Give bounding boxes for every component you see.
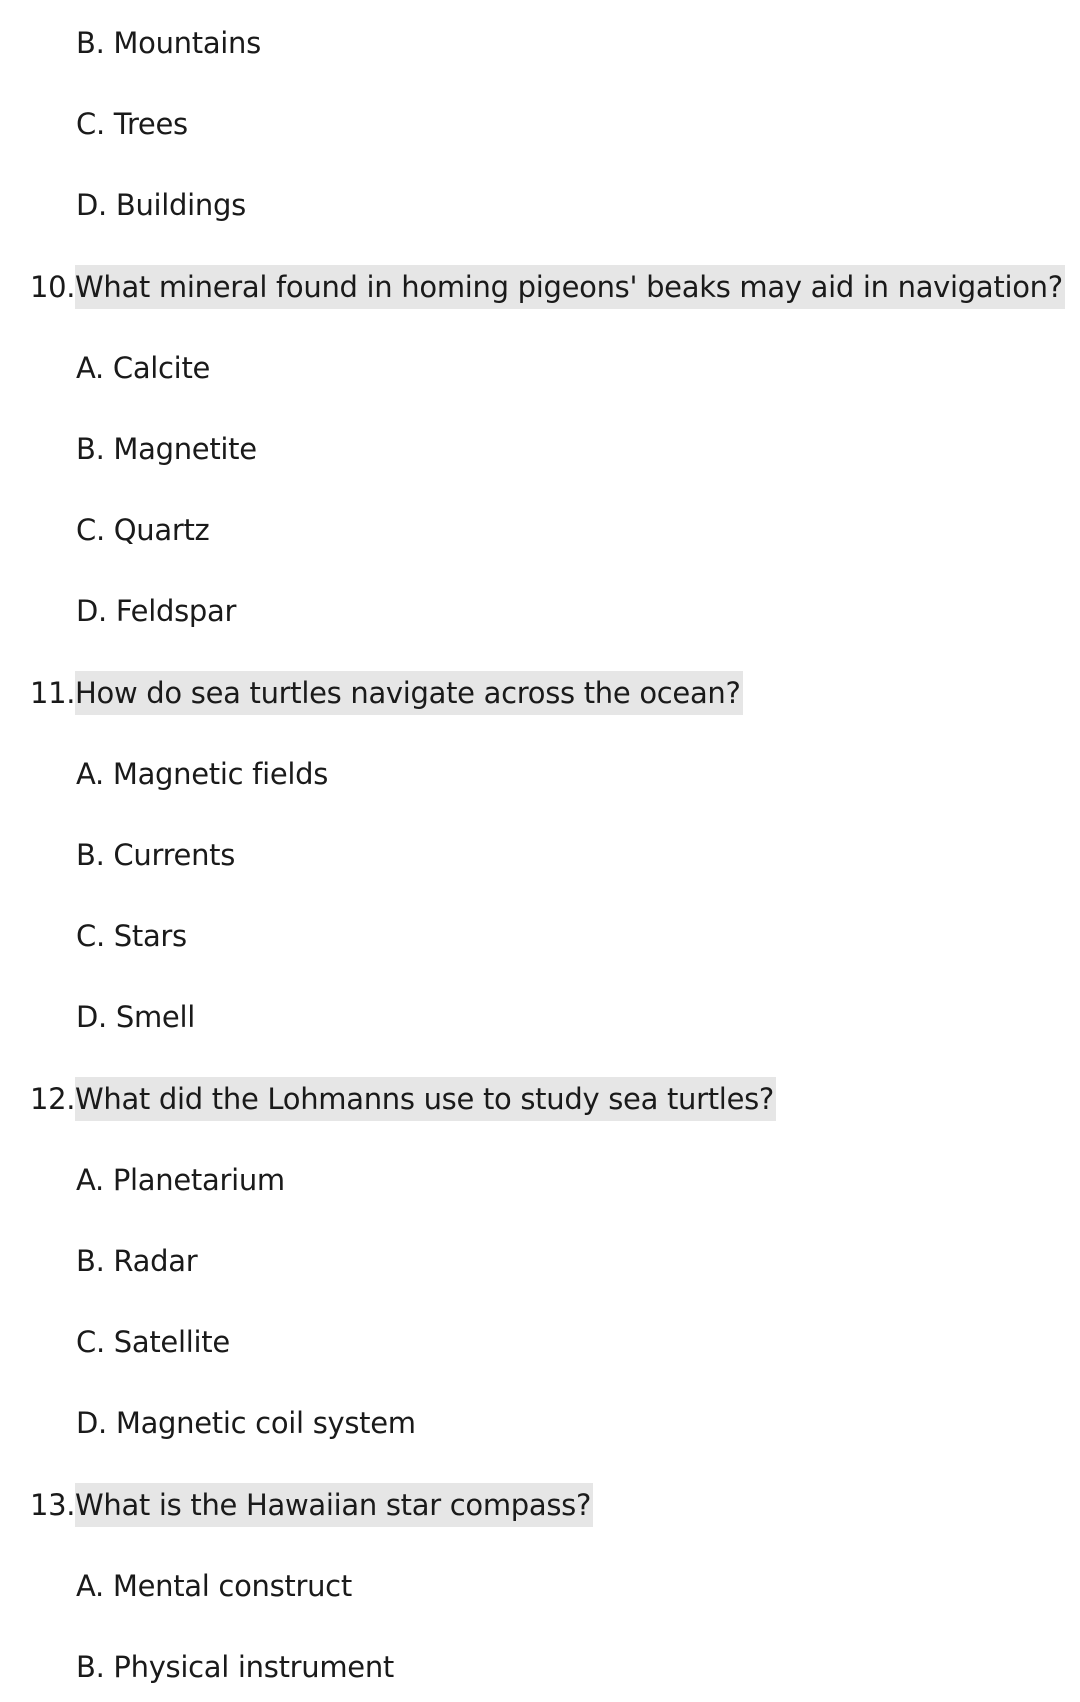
- answer-option: D. Buildings: [76, 188, 246, 222]
- answer-option: C. Stars: [76, 919, 187, 953]
- question-number: 13.: [30, 1488, 76, 1522]
- answer-option: D. Magnetic coil system: [76, 1406, 416, 1440]
- answer-option: D. Feldspar: [76, 594, 237, 628]
- answer-option: B. Mountains: [76, 26, 261, 60]
- answer-option: C. Satellite: [76, 1325, 230, 1359]
- question: [0, 1483, 1080, 1527]
- question-text: What mineral found in homing pigeons' beaks may aid in navigation?: [75, 265, 1065, 309]
- question-number: 11.: [30, 676, 76, 710]
- question: [0, 1077, 1080, 1121]
- answer-option: C. Quartz: [76, 513, 210, 547]
- question: [0, 671, 1080, 715]
- question-number: 10.: [30, 270, 76, 304]
- question-text: What did the Lohmanns use to study sea turtles?: [75, 1077, 776, 1121]
- answer-option: B. Currents: [76, 838, 236, 872]
- answer-option: C. Trees: [76, 107, 188, 141]
- question-number: 12.: [30, 1082, 76, 1116]
- answer-option: A. Planetarium: [76, 1163, 285, 1197]
- answer-option: B. Radar: [76, 1244, 198, 1278]
- question-text: How do sea turtles navigate across the ocean?: [75, 671, 743, 715]
- answer-option: D. Smell: [76, 1000, 195, 1034]
- answer-option: B. Physical instrument: [76, 1650, 394, 1684]
- question: [0, 265, 1080, 309]
- answer-option: A. Calcite: [76, 351, 211, 385]
- answer-option: A. Magnetic fields: [76, 757, 329, 791]
- question-text: What is the Hawaiian star compass?: [75, 1483, 593, 1527]
- answer-option: B. Magnetite: [76, 432, 257, 466]
- answer-option: A. Mental construct: [76, 1569, 352, 1603]
